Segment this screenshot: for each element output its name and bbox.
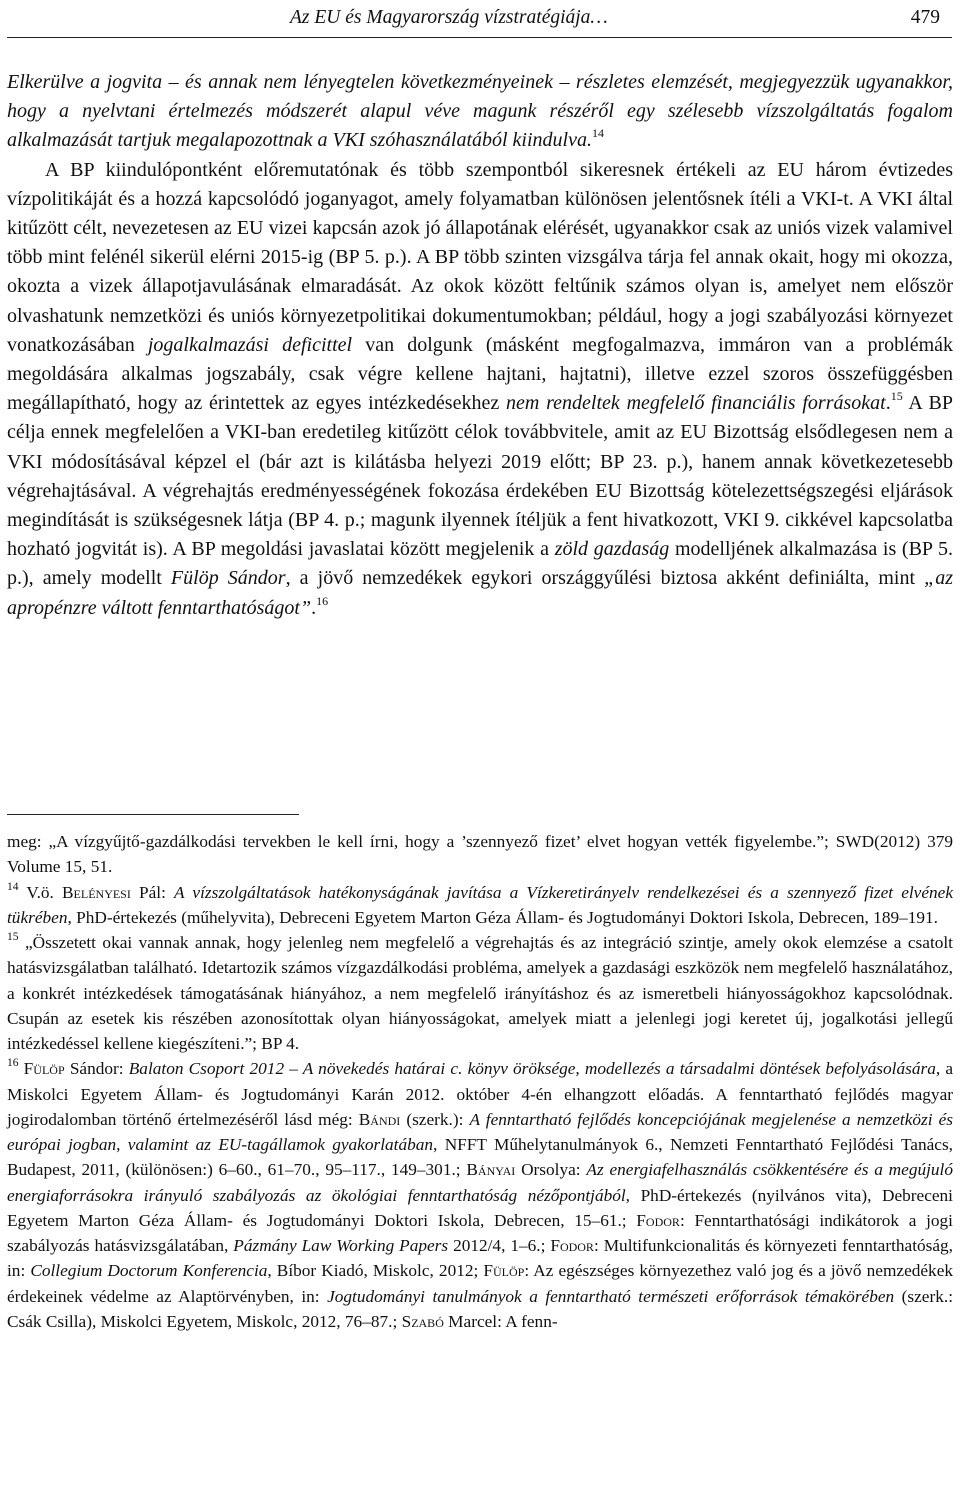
intro-italic-text: Elkerülve a jogvita – és annak nem lényegtelen következményeinek – részletes elemzését, megjegyezzük ugyanakkor, hogy a nyelvtani értelmezés módszerét alapul véve magunk részéről egy szélesebb vízszolgáltatás fogalom alkalmazását tartjuk megalapozottnak a VKI szóhasználatából kiindulva. xyxy=(7,71,953,152)
footnote-ref-14: 14 xyxy=(591,126,604,141)
footnote-text: , NFFT Műhelytanulmányok 6., Nemzeti Fenntartható Fejlődési Tanács, Budapest, 2011, (különösen:) 6–60., 61–70., 95–117., 149–301.; B xyxy=(7,1135,953,1180)
cited-title: A vízszolgáltatások hatékonyságának javítása a Vízkeretirányelv rendelkezései és a szennyező fizet elvének tükrében xyxy=(7,882,953,927)
footnote-text: Marcel: A fenn- xyxy=(443,1311,558,1331)
footnotes xyxy=(7,829,953,1334)
author-name xyxy=(62,883,131,902)
main-text xyxy=(7,68,953,623)
footnote-text: Pál: xyxy=(130,882,175,902)
footnote-text: , Bíbor Kiadó, Miskolc, 2012; F xyxy=(267,1261,493,1281)
emphasis-financialis: nem rendeltek megfelelő financiális forrásokat xyxy=(506,392,886,415)
footnote-ref-16: 16 xyxy=(316,593,329,608)
cited-title: Pázmány Law Working Papers xyxy=(233,1236,449,1255)
cited-title: A fenntartható fejlődés koncepciójának megjelenése a nemzetközi és európai jogban, valamint az EU-tagállamok gyakorlatában xyxy=(7,1109,954,1154)
running-title: Az EU és Magyarország vízstratégiája… xyxy=(290,7,608,28)
author-initial: B xyxy=(62,882,74,902)
author-smallcaps: odor xyxy=(645,1210,680,1230)
body-segment-2: van dolgunk (másként megfogalmazva, immáron van a problémák megoldására alkalmas jogszabály, csak végre kellene hajtani, hajtatni), illetve ezzel szoros összefüggésben megállapítható, hogy az érintettek az egyes intézkedésekhez xyxy=(7,333,954,415)
emphasis-fulop-sandor: Fülöp Sándor xyxy=(170,567,286,590)
emphasis-zold-gazdasag: zöld gazdaság xyxy=(554,538,670,561)
emphasis-quote: „az apropénzre váltott fenntarthatóságot” xyxy=(7,567,953,619)
footnote-text: , a Miskolci Egyetem Állam- és Jogtudományi Karán 2012. október 4-én elhangzott előadás. A fenntartható fejlődés magyar jogirodalomban történő értelmezéséről lásd még: B xyxy=(7,1059,954,1129)
cited-title: Az energiafelhasználás csökkentésére és a megújuló energiaforrásokra irányuló szabályozás az ökológiai fenntarthatóság nézőpontjából xyxy=(7,1160,953,1205)
author-smallcaps: zabó xyxy=(411,1311,444,1331)
footnote-text: : Multifunkcionalitás és környezeti fenntarthatóság, in: xyxy=(7,1236,953,1281)
footnote-ref-15: 15 xyxy=(890,389,903,404)
footnote-number: 16 xyxy=(7,1057,19,1070)
footnote-number: 14 xyxy=(7,880,19,893)
footnote-rule xyxy=(7,814,299,815)
cited-title: Collegium Doctorum Konferencia xyxy=(30,1261,268,1281)
author-smallcaps: ülöp xyxy=(493,1261,525,1281)
body-segment-2-end: . xyxy=(885,392,891,415)
author-smallcaps: ülöp xyxy=(33,1059,65,1079)
author-initial: F xyxy=(18,1059,34,1079)
footnote-text: : Az egészséges környezethez való jog és a jövő nemzedékek érdekeinek védelme az Alaptörvényben, in: xyxy=(7,1261,954,1306)
author-smallcaps: elényesi xyxy=(73,882,131,902)
body-segment-4: modelljének alkalmazása is (BP 5. p.), amely modellt xyxy=(7,538,954,590)
page-header xyxy=(7,3,940,33)
cited-title: Balaton Csoport 2012 – A növekedés határai c. könyv öröksége, modellezés a társadalmi döntések befolyásolására xyxy=(128,1059,936,1079)
header-rule xyxy=(7,37,952,38)
footnote-text: „Összetett okai vannak annak, hogy jelenleg nem megfelelő a végrehajtás és az integráció szintje, amely okok elemzése a csatolt hatásvizsgálatban található. Idetartozik számos vízgazdálkodási probléma, amelyek a gazdasági eszközök nem megfelelő használatához, a konkrét intézkedések támogatásának hiányához, a nem megfelelő irányításhoz és az ismeretbeli hiányosságokhoz kapcsolódnak. Csupán az esetek kis részében azonosítottak olyan hiányosságokat, amelyek miatt a jelenlegi jogi keretet új, jogalkotási jellegű intézkedéssel kellene kiegészíteni.”; BP 4. xyxy=(7,933,953,1053)
footnote-text: , PhD-értekezés (nyilvános vita), Debreceni Egyetem Marton Géza Állam- és Jogtudományi Doktori Iskola, Debrecen, 15–61.; F xyxy=(7,1185,953,1230)
body-segment-3: A BP célja ennek megfelelően a VKI-ban eredetileg kitűzött célok továbbvitele, amit az EU Bizottság elsődlegesen nem a VKI módosításával képzel el (bár azt is kilátásba helyezi 2019 előtt; BP 23. p.), hanem annak következetesebb végrehajtásával. A végrehajtás eredményességének fokozása érdekében EU Bizottság kötelezettségszegési eljárások megindítását is szükségesnek látja (BP 4. p.; magunk ilyennek ítéljük a fent hivatkozott, VKI 9. cikkével kapcsolatba hozható jogvitát is). A BP megoldási javaslatai között megjelenik a xyxy=(7,392,954,561)
page-number: 479 xyxy=(910,7,940,28)
intro-paragraph xyxy=(7,68,953,156)
footnote-text: Orsolya: xyxy=(515,1160,587,1180)
footnote-text: Sándor: xyxy=(64,1059,129,1079)
footnote-text: (szerk.): xyxy=(400,1109,470,1129)
footnote-16 xyxy=(7,1056,953,1334)
footnote-number: 15 xyxy=(7,931,19,943)
footnote-text: (szerk.: Csák Csilla), Miskolci Egyetem, Miskolc, 2012, 76–87.; S xyxy=(7,1286,953,1331)
footnote-text: V.ö. xyxy=(18,882,62,902)
body-segment-5: , a jövő nemzedékek egykori országgyűlési biztosa akként definiálta, mint xyxy=(285,567,925,590)
body-segment-1: A BP kiindulópontként előremutatónak és több szempontból sikeresnek értékeli az EU három évtizedes vízpolitikáját és a hozzá kapcsolódó joganyagot, amely folyamatban különösen jelentősnek ítéli a VKI-t. A VKI által kitűzött célt, nevezetesen az EU vizei kapcsán azok jó állapotának elérését, ugyanakkor csak az uniós vizek valamivel több mint felénél sikerül elérni 2015-ig (BP 5. p.). A BP több szinten vizsgálva tárja fel annak okait, hogy mi okozza, okozta a vizek állapotjavulásának elmaradását. Az okok között feltűnik számos olyan is, amelyet nem először olvashatunk nemzetközi és uniós környezetpolitikai dokumentumokban; például, hogy a jogi szabályozási környezet vonatkozásában xyxy=(7,158,953,356)
author-smallcaps: odor xyxy=(559,1236,594,1255)
footnote-text: , PhD-értekezés (műhelyvita), Debreceni Egyetem Marton Géza Állam- és Jogtudományi Doktori Iskola, Debrecen, 189–191. xyxy=(67,907,938,927)
emphasis-jogalkalmazasi: jogalkalmazási deficittel xyxy=(147,333,353,356)
author-smallcaps: ányai xyxy=(477,1160,516,1180)
cited-title: Jogtudományi tanulmányok a fenntartható természeti erőforrások témakörében xyxy=(327,1286,895,1306)
footnote-14 xyxy=(7,880,953,931)
footnote-text: 2012/4, 1–6.; F xyxy=(448,1236,560,1255)
footnote-text: : Fenntarthatósági indikátorok a jogi szabályozás hatásvizsgálatában, xyxy=(7,1210,953,1255)
author-smallcaps: ándi xyxy=(370,1109,401,1129)
footnote-continuation: meg: „A vízgyűjtő-gazdálkodási tervekben le kell írni, hogy a ’szennyező fizet’ elvet hogyan vették figyelembe.”; SWD(2012) 379 Volume 15, 51. xyxy=(7,832,953,877)
body-segment-5-end: . xyxy=(311,596,317,619)
body-paragraph xyxy=(7,156,953,623)
footnote-15 xyxy=(7,930,953,1056)
